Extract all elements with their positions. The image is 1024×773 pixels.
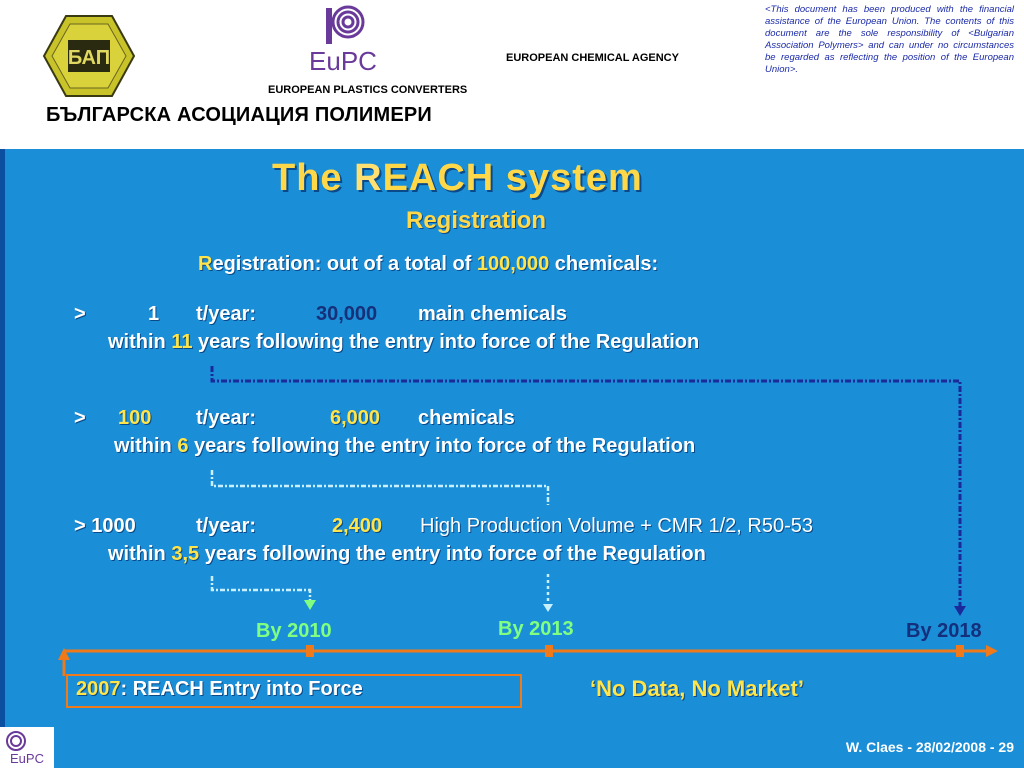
tier2-within: within 6 years following the entry into force of the Regulation xyxy=(114,435,696,457)
tier2-connector xyxy=(212,470,548,505)
tier3-desc: High Production Volume + CMR 1/2, R50-53 xyxy=(420,515,813,537)
tier1-connector xyxy=(212,366,960,610)
tier1-arrowhead xyxy=(954,606,966,616)
tier2-arrowhead xyxy=(543,604,553,612)
tier3-unit: t/year: xyxy=(196,515,257,537)
tick-2013 xyxy=(545,645,553,657)
tick-2010 xyxy=(306,645,314,657)
footer-logo-text: EuPC xyxy=(10,751,44,766)
tier3-arrowhead xyxy=(304,600,316,610)
bap-logo-text: БАП xyxy=(67,47,111,69)
tier1-within: within 11 years following the entry into force of the Regulation xyxy=(108,331,700,353)
milestone-2010: By 2010 xyxy=(256,620,332,642)
milestone-2013: By 2013 xyxy=(498,618,574,640)
tick-2018 xyxy=(956,645,964,657)
tier3-gt: > 1000 xyxy=(74,515,136,537)
tier1-qty: 1 xyxy=(148,303,160,325)
tier3-count: 2,400 xyxy=(332,515,383,537)
entry-into-force-text: 2007: REACH Entry into Force xyxy=(76,678,363,700)
association-name: БЪЛГАРСКА АСОЦИАЦИЯ ПОЛИМЕРИ xyxy=(46,104,433,126)
slide-subtitle: Registration xyxy=(406,207,547,234)
tier1-gt: > xyxy=(74,303,86,325)
tier2-unit: t/year: xyxy=(196,407,257,429)
tier2-count: 6,000 xyxy=(330,407,381,429)
tier1-desc: main chemicals xyxy=(418,303,567,325)
eupc-logo-text: EuPC xyxy=(309,46,377,76)
footer-logo xyxy=(0,727,54,768)
tier2-desc: chemicals xyxy=(418,407,515,429)
agency-name: EUROPEAN CHEMICAL AGENCY xyxy=(506,52,679,64)
footer-eupc-icon xyxy=(0,727,54,768)
footer-author-date: W. Claes - 28/02/2008 - 29 xyxy=(845,739,1014,755)
slide-title: The REACH system xyxy=(272,157,643,199)
tier3-within: within 3,5 years following the entry into force of the Regulation xyxy=(108,543,706,565)
eupc-full-name: EUROPEAN PLASTICS CONVERTERS xyxy=(268,84,468,96)
registration-intro: Registration: out of a total of 100,000 chemicals: xyxy=(198,253,659,275)
tier2-gt: > xyxy=(74,407,86,429)
timeline-arrowhead xyxy=(986,645,998,657)
tier3-connector xyxy=(212,576,310,604)
tier1-count: 30,000 xyxy=(316,303,378,325)
milestone-2018: By 2018 xyxy=(906,620,982,642)
eu-disclaimer: <This document has been produced with the financial assistance of the European Union. The contents of this document are the sole responsibility of <Bulgarian Association Polymers> and can under no circumstances be regarded as reflecting the position of the European Union>. xyxy=(765,4,1014,75)
tier1-unit: t/year: xyxy=(196,303,257,325)
tier2-qty: 100 xyxy=(118,407,152,429)
slogan: ‘No Data, No Market’ xyxy=(590,676,804,701)
